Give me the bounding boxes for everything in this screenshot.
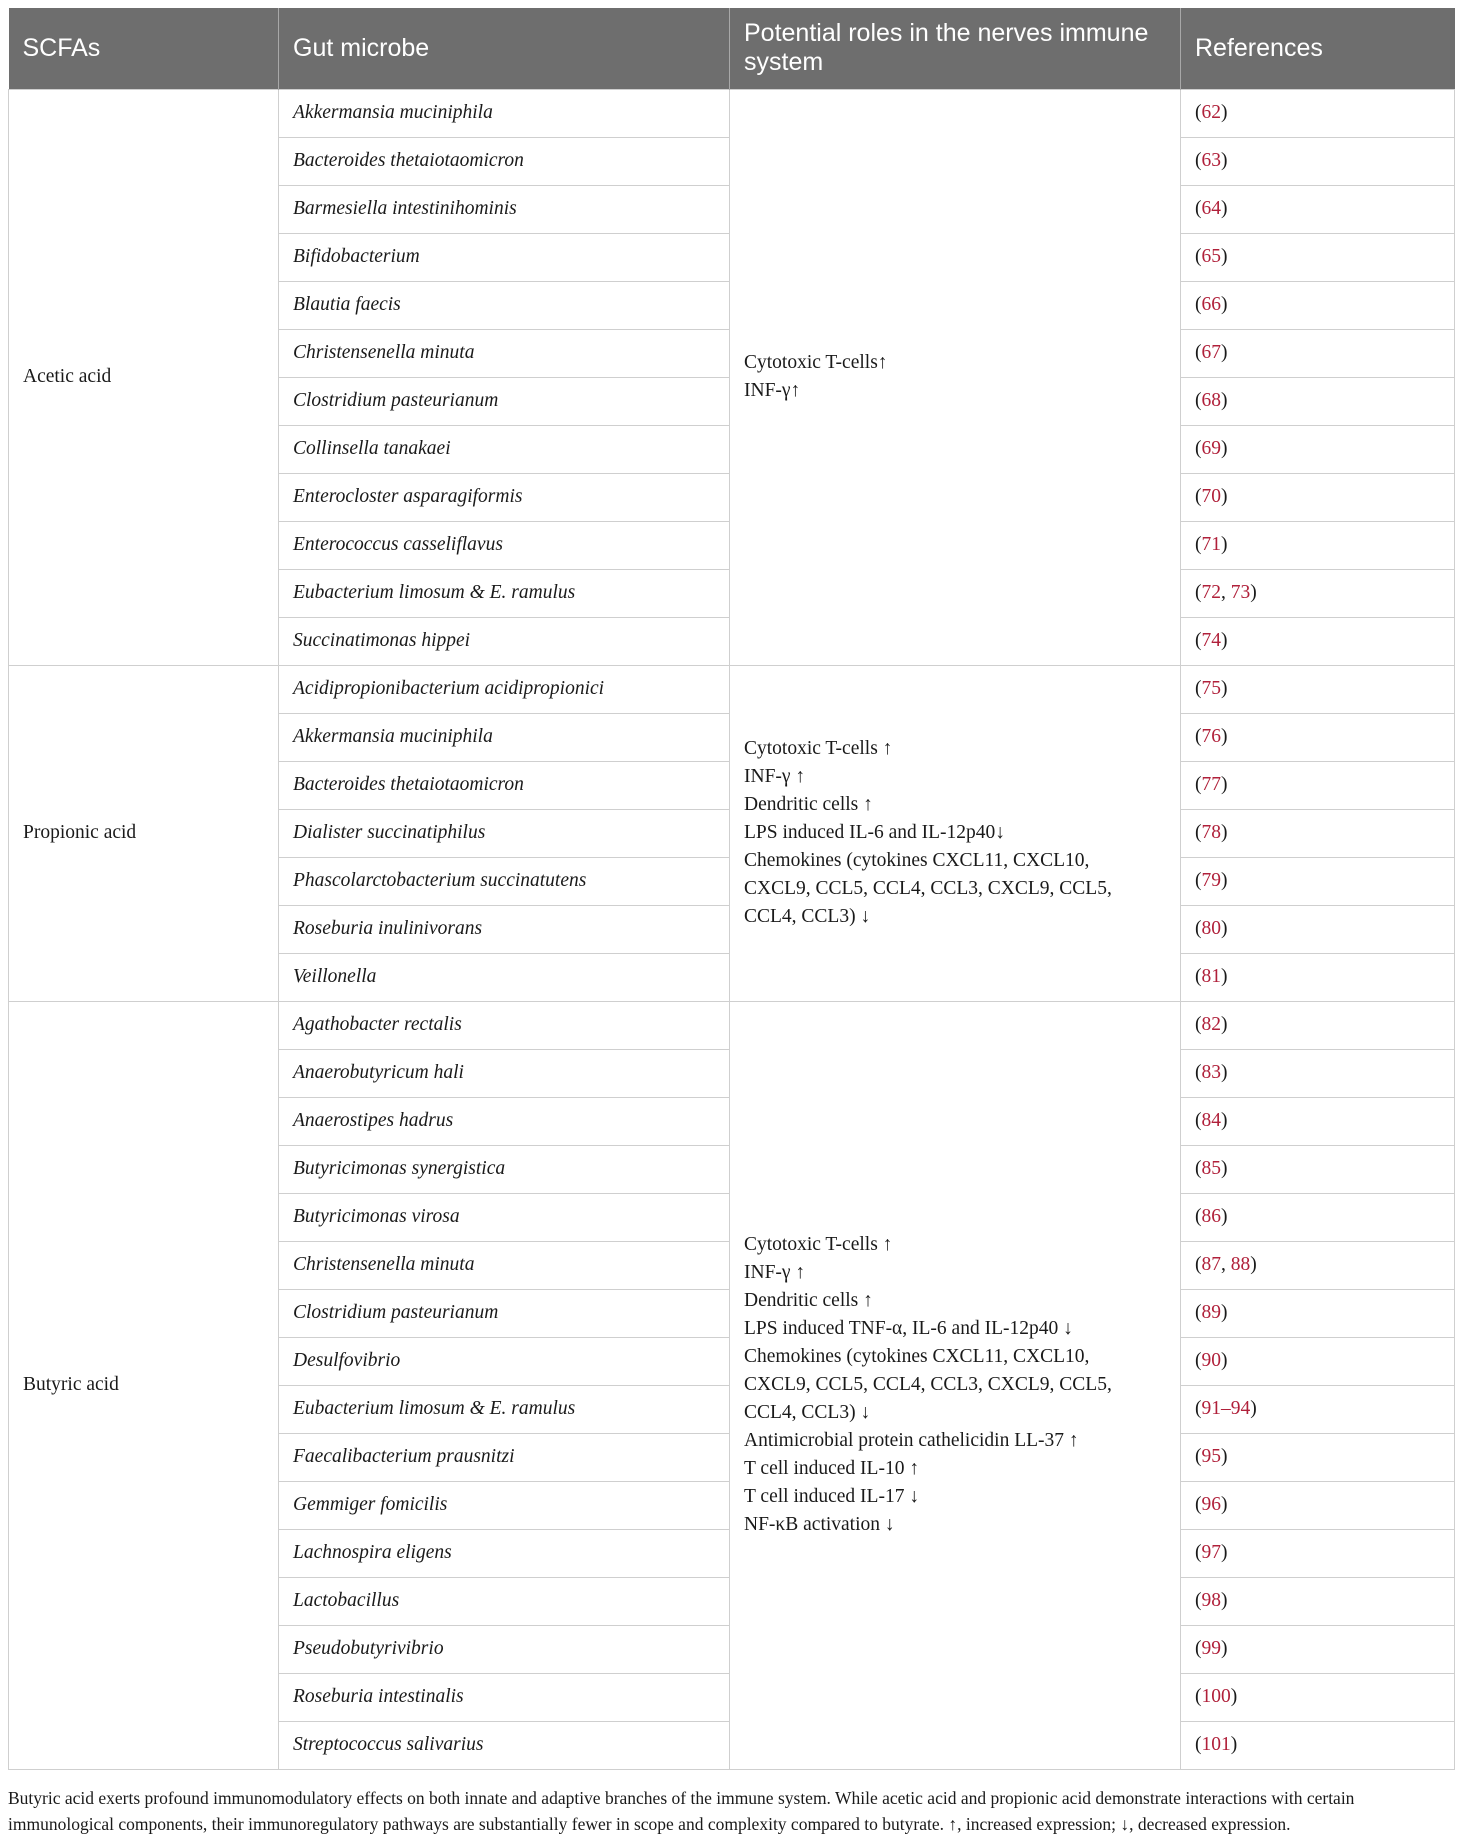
gut-microbe-cell: Akkermansia muciniphila (279, 89, 730, 137)
role-line: T cell induced IL-10 ↑ (744, 1458, 920, 1479)
role-line: INF-γ ↑ (744, 766, 806, 787)
scfa-cell: Butyric acid (9, 1001, 279, 1769)
gut-microbe-cell: Lactobacillus (279, 1577, 730, 1625)
reference-link[interactable]: 86 (1201, 1206, 1221, 1227)
references-cell: (72, 73) (1181, 569, 1455, 617)
role-line: T cell induced IL-17 ↓ (744, 1486, 920, 1507)
reference-link[interactable]: 68 (1201, 390, 1221, 411)
role-line: Dendritic cells ↑ (744, 794, 873, 815)
reference-link[interactable]: 98 (1201, 1590, 1221, 1611)
potential-roles-cell (730, 89, 1181, 665)
references-cell: (78) (1181, 809, 1455, 857)
role-line: CXCL9, CCL5, CCL4, CCL3, CXCL9, CCL5, (744, 878, 1112, 899)
scfa-table (8, 8, 1455, 1770)
gut-microbe-cell: Butyricimonas synergistica (279, 1145, 730, 1193)
gut-microbe-cell: Enterocloster asparagiformis (279, 473, 730, 521)
reference-link[interactable]: 84 (1201, 1110, 1221, 1131)
gut-microbe-cell: Anaerostipes hadrus (279, 1097, 730, 1145)
gut-microbe-cell: Phascolarctobacterium succinatutens (279, 857, 730, 905)
header-potential-roles: Potential roles in the nerves immune system (730, 8, 1181, 89)
reference-link[interactable]: 70 (1201, 486, 1221, 507)
gut-microbe-cell: Enterococcus casseliflavus (279, 521, 730, 569)
gut-microbe-cell: Akkermansia muciniphila (279, 713, 730, 761)
reference-link[interactable]: 83 (1201, 1062, 1221, 1083)
reference-link[interactable]: 81 (1201, 966, 1221, 987)
role-line: CXCL9, CCL5, CCL4, CCL3, CXCL9, CCL5, (744, 1374, 1112, 1395)
references-cell: (70) (1181, 473, 1455, 521)
gut-microbe-cell: Desulfovibrio (279, 1337, 730, 1385)
reference-link[interactable]: 91–94 (1201, 1398, 1251, 1419)
gut-microbe-cell: Acidipropionibacterium acidipropionici (279, 665, 730, 713)
reference-link[interactable]: 72 (1201, 582, 1221, 603)
role-line: Chemokines (cytokines CXCL11, CXCL10, (744, 850, 1090, 871)
reference-link[interactable]: 75 (1201, 678, 1221, 699)
gut-microbe-cell: Collinsella tanakaei (279, 425, 730, 473)
reference-link[interactable]: 97 (1201, 1542, 1221, 1563)
role-line: Dendritic cells ↑ (744, 1290, 873, 1311)
header-row (9, 8, 1455, 89)
reference-link[interactable]: 90 (1201, 1350, 1221, 1371)
gut-microbe-cell: Succinatimonas hippei (279, 617, 730, 665)
table-row (9, 665, 1455, 713)
references-cell: (82) (1181, 1001, 1455, 1049)
references-cell: (71) (1181, 521, 1455, 569)
gut-microbe-cell: Bifidobacterium (279, 233, 730, 281)
reference-link[interactable]: 99 (1201, 1638, 1221, 1659)
role-line: INF-γ↑ (744, 380, 801, 401)
references-cell: (91–94) (1181, 1385, 1455, 1433)
gut-microbe-cell: Christensenella minuta (279, 329, 730, 377)
reference-link[interactable]: 62 (1201, 102, 1221, 123)
role-line: INF-γ ↑ (744, 1262, 806, 1283)
gut-microbe-cell: Barmesiella intestinihominis (279, 185, 730, 233)
gut-microbe-cell: Streptococcus salivarius (279, 1721, 730, 1769)
gut-microbe-cell: Faecalibacterium prausnitzi (279, 1433, 730, 1481)
table-row (9, 1001, 1455, 1049)
gut-microbe-cell: Gemmiger fomicilis (279, 1481, 730, 1529)
references-cell: (97) (1181, 1529, 1455, 1577)
scfa-cell: Acetic acid (9, 89, 279, 665)
gut-microbe-cell: Blautia faecis (279, 281, 730, 329)
references-cell: (68) (1181, 377, 1455, 425)
reference-link[interactable]: 64 (1201, 198, 1221, 219)
references-cell: (64) (1181, 185, 1455, 233)
reference-link[interactable]: 77 (1201, 774, 1221, 795)
gut-microbe-cell: Bacteroides thetaiotaomicron (279, 761, 730, 809)
reference-link[interactable]: 87 (1201, 1254, 1221, 1275)
reference-link[interactable]: 88 (1230, 1254, 1251, 1275)
reference-link[interactable]: 82 (1201, 1014, 1221, 1035)
potential-roles-cell (730, 665, 1181, 1001)
reference-link[interactable]: 89 (1201, 1302, 1221, 1323)
references-cell: (81) (1181, 953, 1455, 1001)
role-line: CCL4, CCL3) ↓ (744, 1402, 871, 1423)
table-footnote: Butyric acid exerts profound immunomodulatory effects on both innate and adaptive branches of the immune system. While acetic acid and propionic acid demonstrate interactions with certain immunological components, their immunoregulatory pathways are substantially fewer in scope and complexity compared to butyrate. ↑, increased expression; ↓, decreased expression. (8, 1788, 1355, 1834)
references-cell: (63) (1181, 137, 1455, 185)
reference-link[interactable]: 79 (1201, 870, 1221, 891)
role-line: Chemokines (cytokines CXCL11, CXCL10, (744, 1346, 1090, 1367)
references-cell: (62) (1181, 89, 1455, 137)
header-gut-microbe: Gut microbe (279, 8, 730, 89)
gut-microbe-cell: Anaerobutyricum hali (279, 1049, 730, 1097)
reference-link[interactable]: 95 (1201, 1446, 1221, 1467)
references-cell: (85) (1181, 1145, 1455, 1193)
gut-microbe-cell: Roseburia inulinivorans (279, 905, 730, 953)
role-line: Cytotoxic T-cells↑ (744, 352, 888, 373)
reference-link[interactable]: 69 (1201, 438, 1221, 459)
references-cell: (84) (1181, 1097, 1455, 1145)
table-header (9, 8, 1455, 89)
gut-microbe-cell: Roseburia intestinalis (279, 1673, 730, 1721)
reference-link[interactable]: 74 (1201, 630, 1221, 651)
reference-link[interactable]: 63 (1201, 150, 1221, 171)
references-cell: (101) (1181, 1721, 1455, 1769)
references-cell: (96) (1181, 1481, 1455, 1529)
table-body (9, 89, 1455, 1769)
reference-link[interactable]: 67 (1201, 342, 1221, 363)
reference-link[interactable]: 96 (1201, 1494, 1221, 1515)
references-cell: (83) (1181, 1049, 1455, 1097)
references-cell: (75) (1181, 665, 1455, 713)
gut-microbe-cell: Butyricimonas virosa (279, 1193, 730, 1241)
role-line: Antimicrobial protein cathelicidin LL-37 ↑ (744, 1430, 1079, 1451)
references-cell: (66) (1181, 281, 1455, 329)
gut-microbe-cell: Christensenella minuta (279, 1241, 730, 1289)
gut-microbe-cell: Agathobacter rectalis (279, 1001, 730, 1049)
references-cell: (99) (1181, 1625, 1455, 1673)
references-cell: (86) (1181, 1193, 1455, 1241)
reference-link[interactable]: 101 (1201, 1734, 1231, 1755)
reference-link[interactable]: 78 (1201, 822, 1221, 843)
reference-link[interactable]: 76 (1201, 726, 1221, 747)
references-cell: (98) (1181, 1577, 1455, 1625)
gut-microbe-cell: Pseudobutyrivibrio (279, 1625, 730, 1673)
role-line: NF-κB activation ↓ (744, 1514, 895, 1535)
reference-link[interactable]: 73 (1230, 582, 1251, 603)
reference-link[interactable]: 80 (1201, 918, 1221, 939)
role-line: Cytotoxic T-cells ↑ (744, 1234, 893, 1255)
references-cell: (79) (1181, 857, 1455, 905)
gut-microbe-cell: Lachnospira eligens (279, 1529, 730, 1577)
reference-link[interactable]: 65 (1201, 246, 1221, 267)
gut-microbe-cell: Clostridium pasteurianum (279, 1289, 730, 1337)
reference-link[interactable]: 85 (1201, 1158, 1221, 1179)
references-cell: (87, 88) (1181, 1241, 1455, 1289)
gut-microbe-cell: Eubacterium limosum & E. ramulus (279, 569, 730, 617)
reference-link[interactable]: 66 (1201, 294, 1221, 315)
references-cell: (74) (1181, 617, 1455, 665)
gut-microbe-cell: Clostridium pasteurianum (279, 377, 730, 425)
table-row (9, 89, 1455, 137)
references-cell: (76) (1181, 713, 1455, 761)
references-cell: (95) (1181, 1433, 1455, 1481)
references-cell: (90) (1181, 1337, 1455, 1385)
header-references: References (1181, 8, 1455, 89)
header-scfas: SCFAs (9, 8, 279, 89)
references-cell: (77) (1181, 761, 1455, 809)
role-line: LPS induced TNF-α, IL-6 and IL-12p40 ↓ (744, 1318, 1073, 1339)
reference-link[interactable]: 71 (1201, 534, 1221, 555)
references-cell: (67) (1181, 329, 1455, 377)
gut-microbe-cell: Eubacterium limosum & E. ramulus (279, 1385, 730, 1433)
role-line: CCL4, CCL3) ↓ (744, 906, 871, 927)
role-line: LPS induced IL-6 and IL-12p40↓ (744, 822, 1006, 843)
references-cell: (80) (1181, 905, 1455, 953)
references-cell: (89) (1181, 1289, 1455, 1337)
gut-microbe-cell: Bacteroides thetaiotaomicron (279, 137, 730, 185)
references-cell: (65) (1181, 233, 1455, 281)
reference-link[interactable]: 100 (1201, 1686, 1231, 1707)
gut-microbe-cell: Dialister succinatiphilus (279, 809, 730, 857)
references-cell: (100) (1181, 1673, 1455, 1721)
scfa-table-container (8, 8, 1454, 1770)
references-cell: (69) (1181, 425, 1455, 473)
role-line: Cytotoxic T-cells ↑ (744, 738, 893, 759)
gut-microbe-cell: Veillonella (279, 953, 730, 1001)
scfa-cell: Propionic acid (9, 665, 279, 1001)
potential-roles-cell (730, 1001, 1181, 1769)
